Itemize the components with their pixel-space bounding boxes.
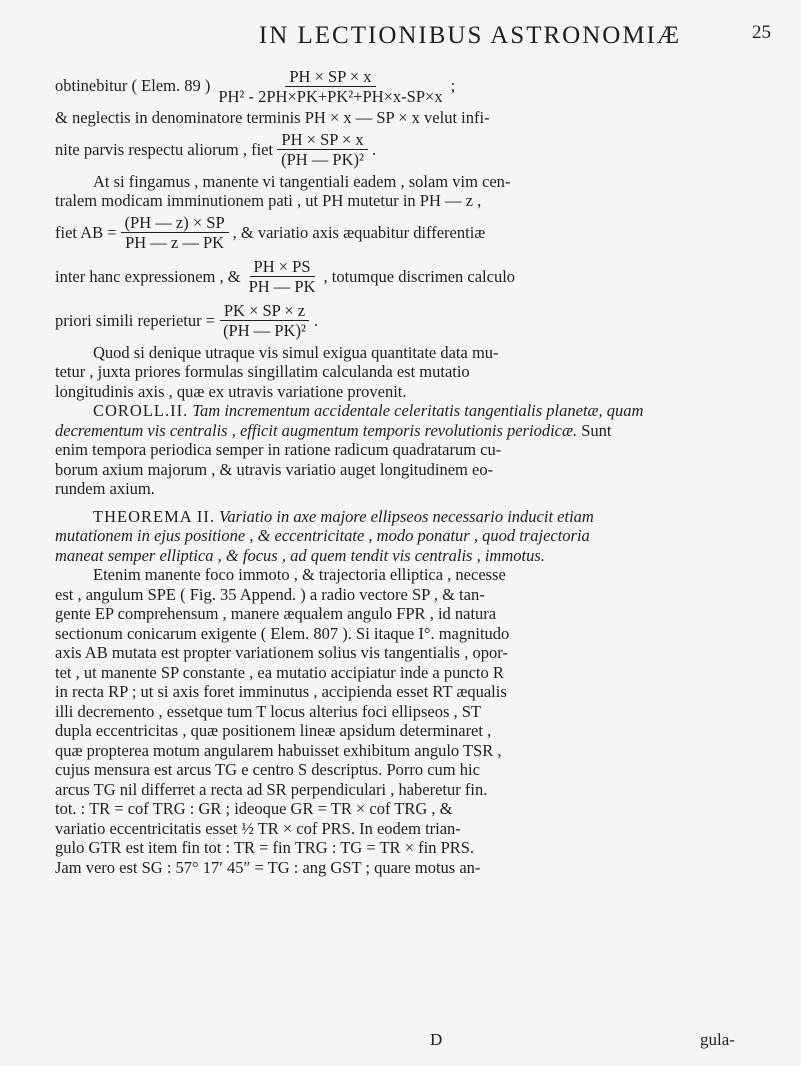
eq2-suffix: . <box>371 139 377 159</box>
text-line: quæ propterea motum angularem habuisset exhibitum angulo TSR , <box>55 740 502 760</box>
signature-mark: D <box>430 1030 443 1049</box>
text-line: enim tempora periodica semper in ratione radicum quadratarum cu- <box>55 440 502 459</box>
fraction-5 <box>219 301 310 340</box>
running-head-title: IN LECTIONIBUS ASTRONOMIÆ <box>258 22 682 49</box>
eq5-prefix: priori simili reperietur = <box>55 310 216 330</box>
fraction-2 <box>277 130 368 169</box>
eq3-suffix: , & variatio axis æquabitur differentiæ <box>232 222 486 242</box>
fraction-1-denominator: PH² - 2PH×PK+PK²+PH×x-SP×x <box>218 86 443 106</box>
text-line: sectionum conicarum exigente ( Elem. 807 ). Si itaque I°. magnitudo <box>55 623 510 643</box>
fraction-5-numerator: PK × SP × z <box>220 301 309 321</box>
corollary-text: Tam incrementum accidentale celeritatis tangentialis planetæ, quam <box>192 401 644 420</box>
text-line: illi decremento , essetque tum T locus alterius foci ellipseos , ST <box>55 701 482 721</box>
text-line: dupla eccentricitas , quæ positionem lineæ apsidum determinaret , <box>55 721 492 740</box>
text-line: Etenim manente foco immoto , & trajectoria elliptica , necesse <box>93 565 506 584</box>
theorem-label: THEOREMA II. <box>93 506 215 526</box>
text-line: tet , ut manente SP constante , ea mutatio accipiatur inde a puncto R <box>55 662 504 682</box>
equation-line-4 <box>55 255 775 299</box>
text-line: At si fingamus , manente vi tangentiali eadem , solam vim cen- <box>93 171 511 191</box>
equation-line-1 <box>55 64 775 108</box>
eq5-suffix: . <box>313 310 319 330</box>
theorem-line: mutationem in ejus positione , & eccentricitate , modo ponatur , quod trajectoria <box>55 526 590 545</box>
fraction-5-denominator: (PH — PK)² <box>223 321 306 340</box>
text-line: in recta RP ; ut si axis foret imminutus , accipienda esset RT æqualis <box>55 682 507 701</box>
corollary-line <box>55 421 775 441</box>
theorem-line <box>55 507 775 527</box>
text-line: est , angulum SPE ( Fig. 35 Append. ) a radio vectore SP , & tan- <box>55 584 485 604</box>
eq4-suffix: , totumque discrimen calculo <box>323 266 516 286</box>
spacer <box>55 499 775 507</box>
running-head <box>190 12 750 50</box>
text-line: variatio eccentricitatis esset ½ TR × cof PRS. In eodem trian- <box>55 818 461 838</box>
eq2-prefix: nite parvis respectu aliorum , fiet <box>55 139 274 159</box>
theorem-text: Variatio in axe majore ellipseos necessario inducit etiam <box>219 506 594 526</box>
fraction-4-denominator: PH — PK <box>248 277 316 296</box>
text-line: gente EP comprehensum , manere æqualem angulo FPR , id natura <box>55 604 497 623</box>
fraction-2-numerator: PH × SP × x <box>277 130 367 150</box>
fraction-4 <box>245 257 320 296</box>
corollary-text: Sunt <box>581 420 612 440</box>
text-line: axis AB mutata est propter variationem solius vis tangentialis , opor- <box>55 643 508 662</box>
text-line: tot. : TR = cof TRG : GR ; ideoque GR = TR × cof TRG , & <box>55 799 453 818</box>
fraction-1-numerator: PH × SP × x <box>285 67 375 87</box>
eq1-suffix: ; <box>450 76 456 96</box>
fraction-1 <box>214 67 446 106</box>
corollary-line <box>55 401 775 421</box>
corollary-text: decrementum vis centralis , efficit augmentum temporis revolutionis periodicæ. <box>55 420 578 440</box>
fraction-4-numerator: PH × PS <box>250 257 315 277</box>
eq3-prefix: fiet AB = <box>55 222 117 242</box>
equation-line-2 <box>55 128 775 172</box>
text-line: gulo GTR est item fin tot : TR = fin TRG : TG = TR × fin PRS. <box>55 838 475 857</box>
equation-line-5 <box>55 299 775 343</box>
fraction-3-numerator: (PH — z) × SP <box>121 213 229 233</box>
text-line: tetur , juxta priores formulas singillatim calculanda est mutatio <box>55 362 470 381</box>
body-text <box>55 64 775 877</box>
fraction-3-denominator: PH — z — PK <box>125 233 225 252</box>
eq4-prefix: inter hanc expressionem , & <box>55 266 241 286</box>
text-line: cujus mensura est arcus TG e centro S descriptus. Porro cum hic <box>55 760 480 779</box>
eq1-prefix: obtinebitur ( Elem. 89 ) <box>55 76 211 96</box>
text-line: arcus TG nil differret a recta ad SR perpendiculari , haberetur fin. <box>55 779 488 799</box>
text-line: Jam vero est SG : 57° 17′ 45″ = TG : ang GST ; quare motus an- <box>55 857 481 877</box>
equation-line-3 <box>55 211 775 255</box>
text-line: Quod si denique utraque vis simul exigua quantitate data mu- <box>93 342 499 362</box>
catchword: gula- <box>700 1030 735 1049</box>
text-line: & neglectis in denominatore terminis PH × x — SP × x velut infi- <box>55 108 490 127</box>
text-line: rundem axium. <box>55 479 155 498</box>
theorem-line: maneat semper elliptica , & focus , ad quem tendit vis centralis , immotus. <box>55 545 545 565</box>
fraction-2-denominator: (PH — PK)² <box>281 150 364 169</box>
text-line: longitudinis axis , quæ ex utravis variatione provenit. <box>55 381 407 401</box>
text-line: borum axium majorum , & utravis variatio auget longitudinem eo- <box>55 459 494 479</box>
corollary-label: COROLL.II. <box>93 401 189 420</box>
fraction-3 <box>121 213 229 252</box>
page-number: 25 <box>752 22 771 43</box>
text-line: tralem modicam imminutionem pati , ut PH mutetur in PH — z , <box>55 191 482 210</box>
